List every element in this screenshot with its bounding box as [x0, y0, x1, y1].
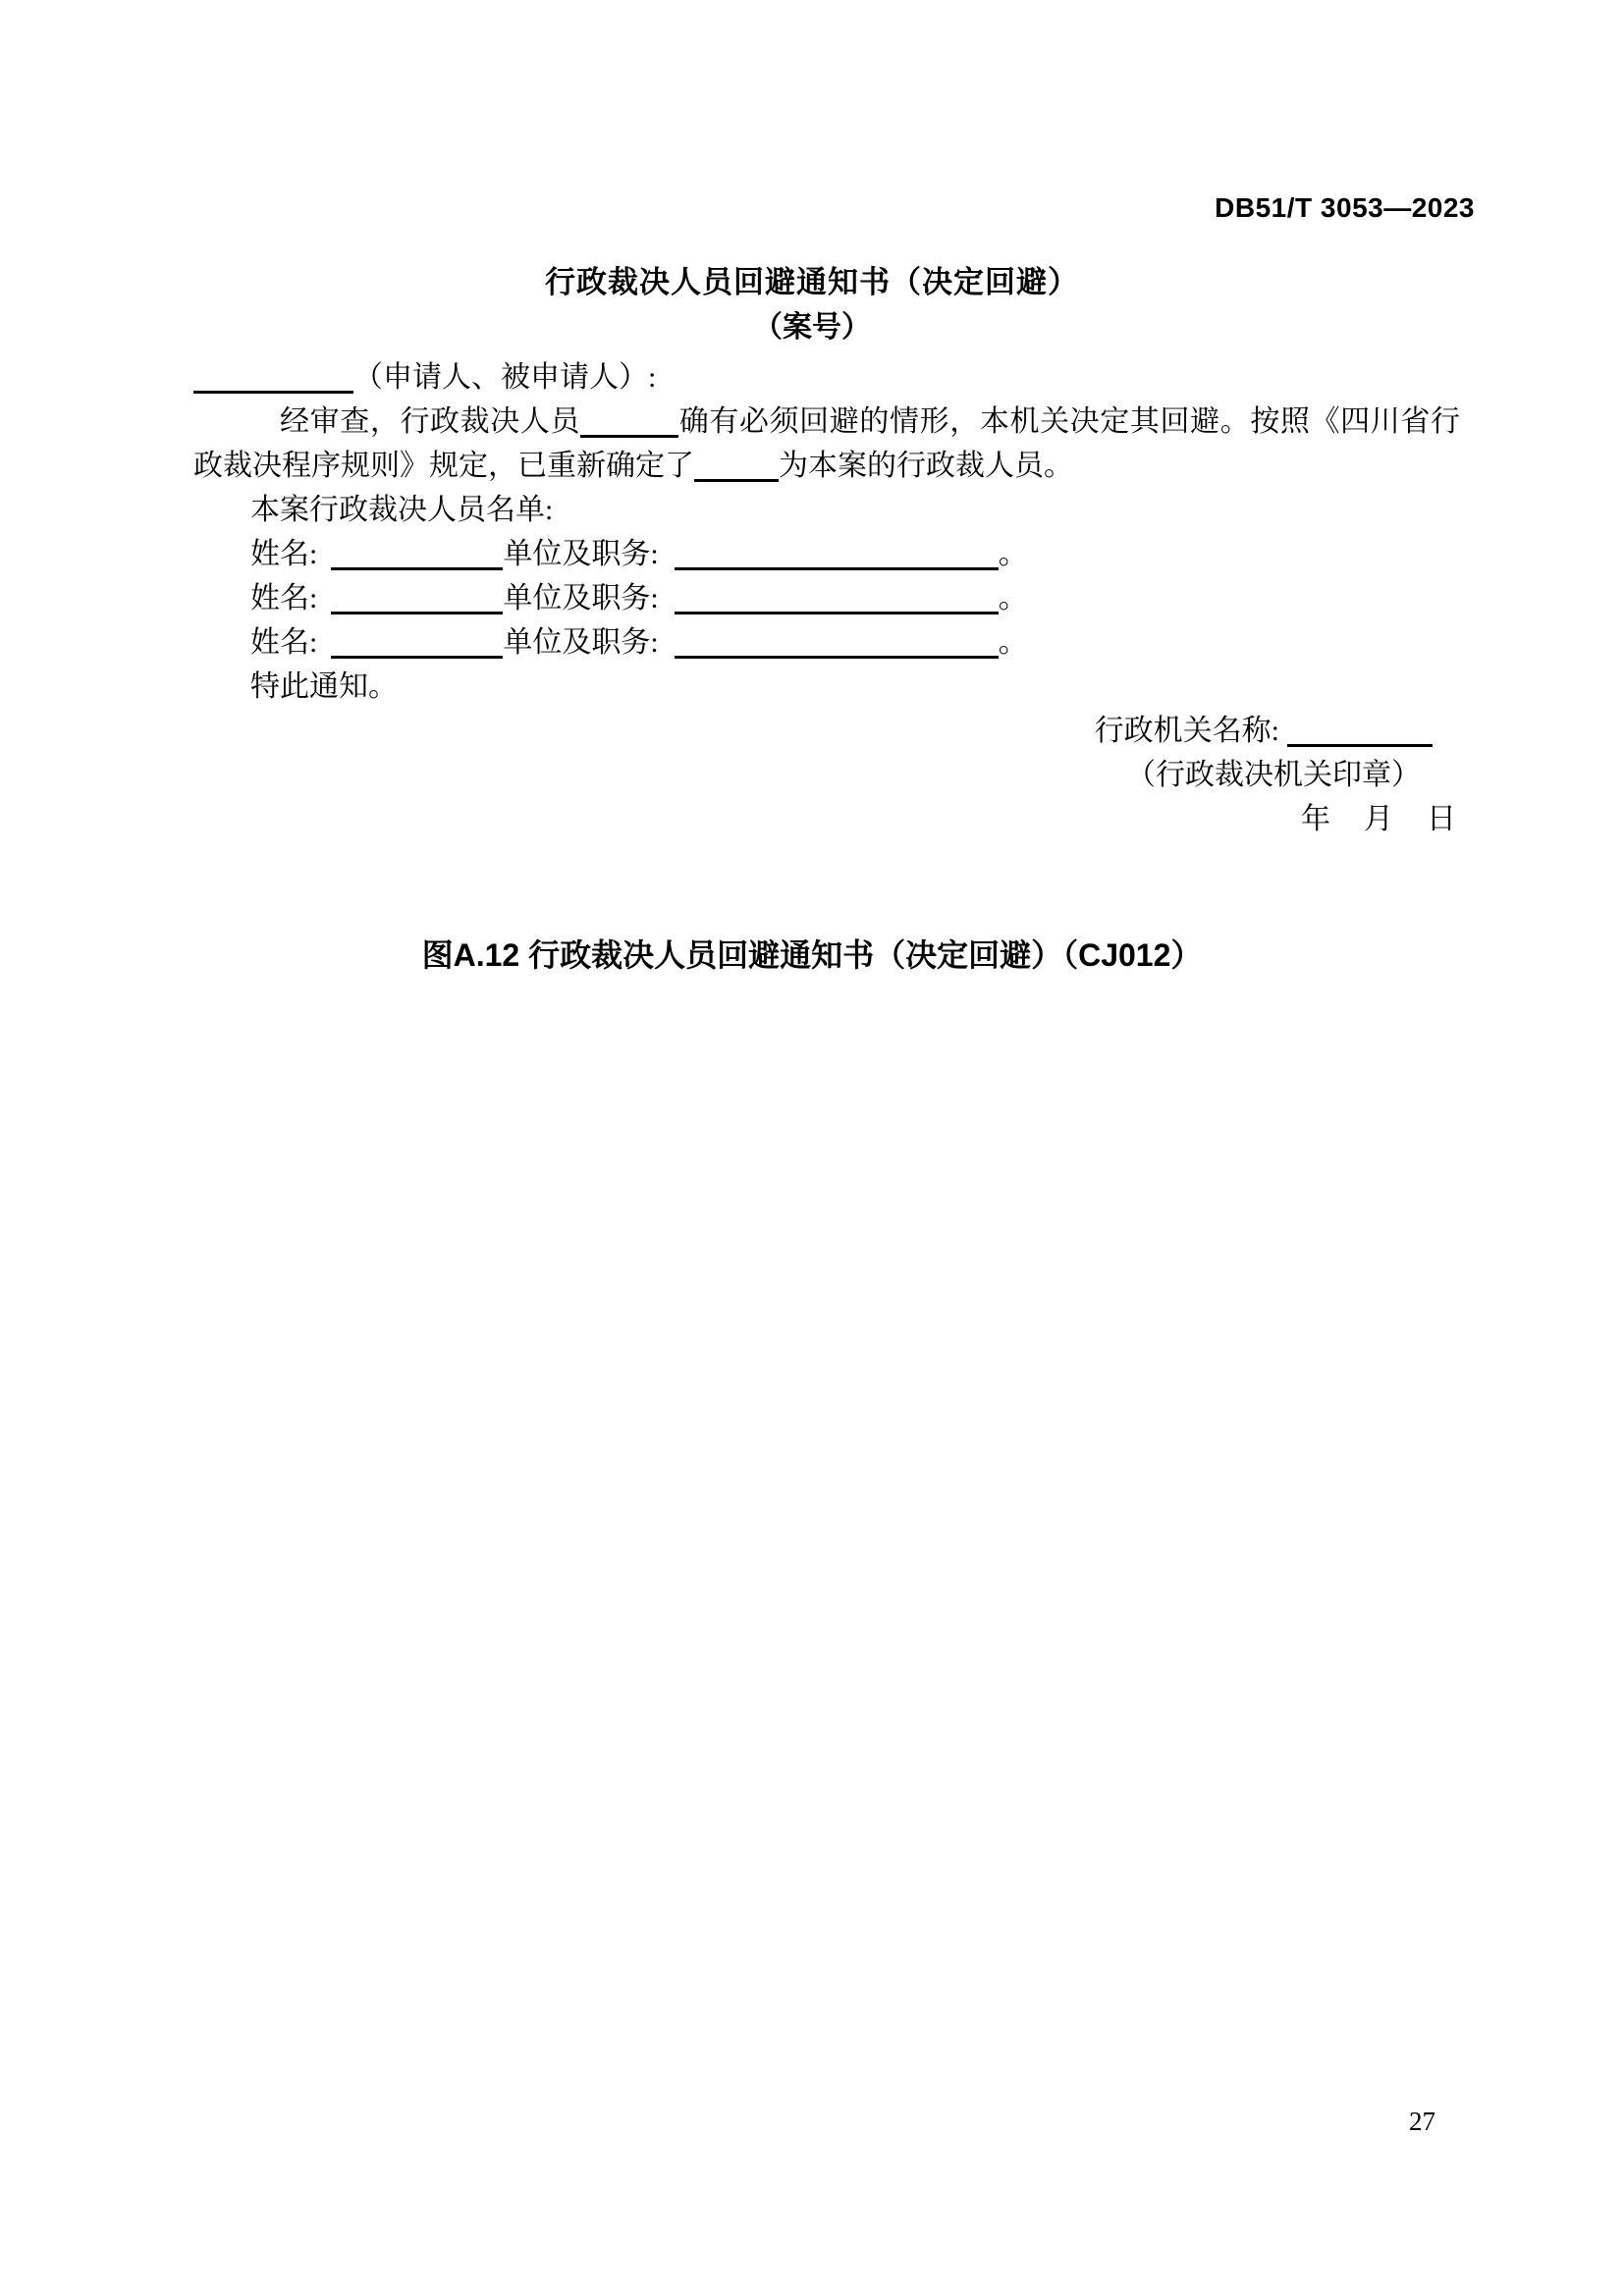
unit-title-label: 单位及职务:	[503, 582, 659, 614]
unit-title-blank	[675, 656, 999, 659]
paragraph-part3: 为本案的行政裁人员。	[779, 450, 1073, 482]
name-blank	[331, 612, 503, 614]
recused-person-blank	[580, 435, 678, 438]
addressee-blank	[193, 391, 353, 394]
signature-org-line	[193, 709, 1460, 753]
date-line: 年 月 日	[1301, 803, 1458, 835]
addressee-line	[193, 355, 1460, 400]
roster-row	[193, 576, 1460, 620]
row-terminator: 。	[998, 538, 1028, 570]
unit-title-label: 单位及职务:	[503, 538, 659, 570]
unit-title-label: 单位及职务:	[503, 626, 659, 659]
name-label: 姓名:	[250, 538, 318, 570]
document-title: 行政裁决人员回避通知书（决定回避）	[545, 265, 1079, 299]
name-blank	[331, 567, 503, 570]
review-paragraph	[193, 400, 1460, 488]
closing-notice: 特此通知。	[250, 670, 398, 703]
name-label: 姓名:	[250, 582, 318, 614]
case-number-line: （案号）	[753, 311, 871, 344]
name-blank	[331, 656, 503, 659]
page-number: 27	[1409, 2107, 1435, 2136]
unit-title-blank	[675, 612, 999, 614]
unit-title-blank	[675, 567, 999, 570]
org-name-blank	[1287, 744, 1433, 747]
seal-note: （行政裁决机关印章）	[1126, 759, 1421, 791]
paragraph-part2: 确有必须回避的情形，本机关决定其回避。按照《四川省行政裁决程序规则》规定，已重新确定了	[193, 405, 1461, 482]
row-terminator: 。	[998, 626, 1028, 659]
standard-code: DB51/T 3053—2023	[1215, 192, 1475, 223]
roster-row	[193, 532, 1460, 576]
addressee-label: （申请人、被申请人）:	[353, 361, 657, 394]
paragraph-part1: 经审查，行政裁决人员	[280, 405, 581, 438]
figure-caption: 图A.12 行政裁决人员回避通知书（决定回避）（CJ012）	[421, 937, 1203, 973]
roster-row	[193, 620, 1460, 665]
roster-heading: 本案行政裁决人员名单:	[250, 494, 554, 526]
org-name-label: 行政机关名称:	[1094, 715, 1279, 747]
row-terminator: 。	[998, 582, 1028, 614]
new-person-blank	[694, 479, 779, 482]
name-label: 姓名:	[250, 626, 318, 659]
document-body	[193, 355, 1460, 841]
